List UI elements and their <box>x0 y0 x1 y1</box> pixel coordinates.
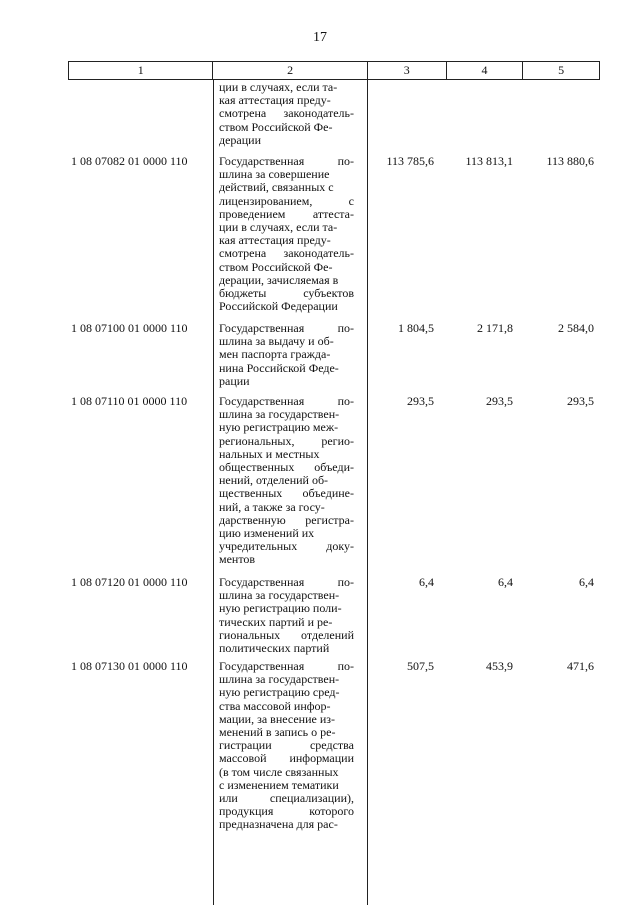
header-col-4: 4 <box>447 62 524 79</box>
description-line: дарственную регистра- <box>219 512 354 527</box>
value-col-5: 6,4 <box>579 575 594 589</box>
description-line: ции в случаях, если та- <box>219 80 338 94</box>
description-line: дерации, зачисляемая в <box>219 272 339 287</box>
column-divider <box>213 80 214 905</box>
value-col-4: 293,5 <box>486 394 513 408</box>
description-line: цию изменений их <box>219 526 315 541</box>
row-code: 1 08 07100 01 0000 110 <box>71 321 188 335</box>
description-line: рации <box>219 373 250 388</box>
value-col-3: 507,5 <box>407 659 434 673</box>
description-line: ную регистрацию сред- <box>219 685 340 700</box>
value-col-5: 471,6 <box>567 659 594 673</box>
description-line: дерации <box>219 132 262 147</box>
description-line: (в том числе связанных <box>219 764 339 779</box>
description-line: ную регистрацию поли- <box>219 601 342 616</box>
row-code: 1 08 07120 01 0000 110 <box>71 575 188 589</box>
description-line: нина Российской Феде- <box>219 360 339 375</box>
value-col-4: 2 171,8 <box>477 321 513 335</box>
description-line: гиональных отделений <box>219 627 354 642</box>
description-line: шлина за государствен- <box>219 407 340 422</box>
description-line: бюджеты субъектов <box>219 286 354 301</box>
value-col-4: 113 813,1 <box>465 154 513 168</box>
description-line: Государственная по- <box>219 394 354 408</box>
value-col-3: 1 804,5 <box>398 321 434 335</box>
description-line: ства массовой инфор- <box>219 698 331 713</box>
description-line: ную регистрацию меж- <box>219 420 339 435</box>
description-line: ции в случаях, если та- <box>219 220 338 235</box>
description-line: Государственная по- <box>219 321 354 335</box>
description-line: нений, отделений об- <box>219 473 329 488</box>
description-line: шлина за государствен- <box>219 588 340 603</box>
description-line: мен паспорта гражда- <box>219 347 331 362</box>
value-col-5: 293,5 <box>567 394 594 408</box>
header-col-1: 1 <box>69 62 213 79</box>
column-divider <box>367 80 368 905</box>
description-line: политических партий <box>219 641 330 656</box>
description-line: кая аттестация преду- <box>219 233 331 248</box>
description-line: или специализации), <box>219 791 354 806</box>
row-description <box>219 322 354 388</box>
description-line: ний, а также за госу- <box>219 499 325 514</box>
description-line: действий, связанных с <box>219 180 334 195</box>
table-header <box>68 61 600 80</box>
row-description <box>219 81 354 147</box>
page-number: 17 <box>313 30 327 45</box>
description-line: шлина за государствен- <box>219 672 340 687</box>
description-line: Государственная по- <box>219 659 354 673</box>
description-line: лицензированием, с <box>219 193 354 208</box>
value-col-5: 2 584,0 <box>558 321 594 335</box>
description-line: учредительных доку- <box>219 539 354 554</box>
description-line: ством Российской Фе- <box>219 259 333 274</box>
description-line: ментов <box>219 552 256 567</box>
row-description <box>219 660 354 832</box>
description-line: продукция которого <box>219 804 354 819</box>
value-col-3: 293,5 <box>407 394 434 408</box>
description-line: мации, за внесение из- <box>219 711 336 726</box>
description-line: тических партий и ре- <box>219 614 333 629</box>
description-line: региональных, регио- <box>219 433 354 448</box>
description-line: общественных объеди- <box>219 460 354 475</box>
description-line: гистрации средства <box>219 738 354 753</box>
description-line: шлина за выдачу и об- <box>219 334 334 349</box>
description-line: проведением аттеста- <box>219 206 354 221</box>
description-line: с изменением тематики <box>219 777 339 792</box>
value-col-4: 453,9 <box>486 659 513 673</box>
description-line: Российской Федерации <box>219 299 338 314</box>
description-line: смотрена законодатель- <box>219 106 354 121</box>
description-line: щественных объедине- <box>219 486 354 501</box>
value-col-4: 6,4 <box>498 575 513 589</box>
description-line: менений в запись о ре- <box>219 725 336 740</box>
description-line: массовой информации <box>219 751 354 766</box>
description-line: кая аттестация преду- <box>219 93 331 108</box>
row-code: 1 08 07130 01 0000 110 <box>71 659 188 673</box>
description-line: смотрена законодатель- <box>219 246 354 261</box>
header-col-3: 3 <box>368 62 447 79</box>
description-line: предназначена для рас- <box>219 817 338 832</box>
row-code: 1 08 07110 01 0000 110 <box>71 394 188 408</box>
value-col-5: 113 880,6 <box>546 154 594 168</box>
row-description <box>219 155 354 313</box>
row-description <box>219 395 354 567</box>
header-col-5: 5 <box>558 63 565 77</box>
header-col-2: 2 <box>213 62 367 79</box>
description-line: Государственная по- <box>219 154 354 168</box>
row-description <box>219 576 354 655</box>
description-line: Государственная по- <box>219 575 354 589</box>
description-line: ством Российской Фе- <box>219 119 333 134</box>
value-col-3: 113 785,6 <box>386 154 434 168</box>
row-code: 1 08 07082 01 0000 110 <box>71 154 188 168</box>
value-col-3: 6,4 <box>419 575 434 589</box>
description-line: нальных и местных <box>219 446 320 461</box>
description-line: шлина за совершение <box>219 167 330 182</box>
